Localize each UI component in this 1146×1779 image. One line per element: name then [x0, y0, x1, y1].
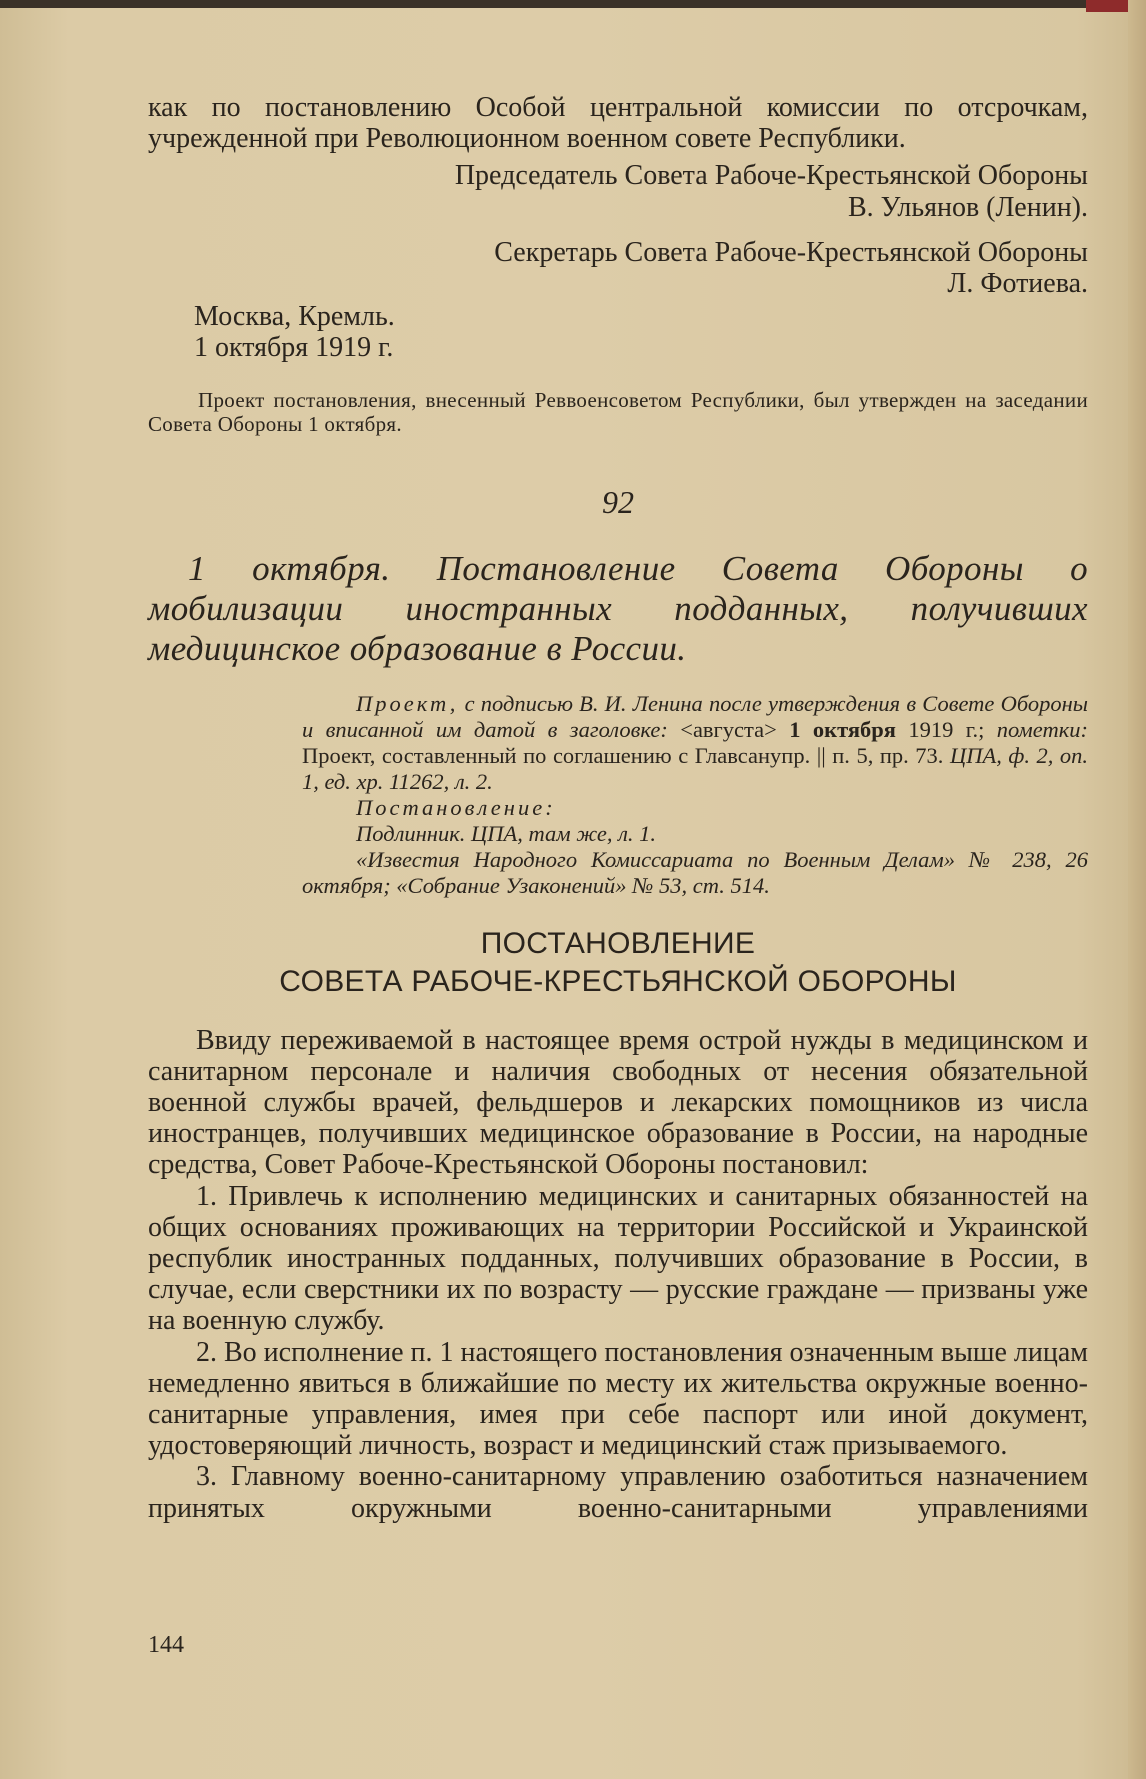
- paragraph-1: 1. Привлечь к исполнению медицинских и санитарных обязанностей на общих основаниях проживающих на территории Российской и Украинской республик иностранных подданных, получивших образование в России, в случае, если сверстники их по возрасту — русские граждане — призваны уже на военную службу.: [148, 1180, 1088, 1337]
- signature-block-chairman: [148, 160, 1088, 222]
- source-proekt: Проект,: [356, 690, 459, 716]
- paragraph-2: 2. Во исполнение п. 1 настоящего постановления означенным выше лицам немедленно явиться в ближайшие по месту их жительства окружные военно-санитарные управления, имея при себе паспорт или иной документ, удостоверяющий личность, возраст и медицинский стаж призываемого.: [148, 1336, 1088, 1462]
- source-august: <августа>: [680, 716, 777, 742]
- source-marks: Проект, составленный по соглашению с Главсанупр. || п. 5, пр. 73.: [302, 742, 950, 768]
- document-number: 92: [602, 483, 634, 520]
- document-title: 1 октября. Постановление Совета Обороны о мобилизации иностранных подданных, получивших медицинское образование в России.: [148, 548, 1088, 668]
- signature-title: Секретарь Совета Рабоче-Крестьянской Обороны: [494, 236, 1088, 268]
- signature-name: Л. Фотиева.: [947, 268, 1088, 300]
- signature-title: Председатель Совета Рабоче-Крестьянской Обороны: [454, 160, 1088, 192]
- source-marks-label: пометки:: [996, 716, 1088, 742]
- signature-name: В. Ульянов (Ленин).: [848, 191, 1088, 223]
- heading-line-1: ПОСТАНОВЛЕНИЕ: [480, 926, 756, 960]
- source-text: с подписью В. И. Ленина после утверждения в Совете Обороны и вписанной им датой в заголовке:: [302, 690, 1088, 742]
- source-publications: «Известия Народного Комиссариата по Военным Делам» № 238, 26 октября; «Собрание Узаконений» № 53, ст. 514.: [302, 846, 1088, 898]
- source-october: 1 октября: [776, 716, 896, 742]
- source-resolution-label: Постановление:: [356, 794, 556, 820]
- date: 1 октября 1919 г.: [194, 332, 394, 364]
- page-top-edge: [0, 0, 1146, 8]
- source-original: Подлинник. ЦПА, там же, л. 1.: [356, 820, 657, 846]
- page-number: 144: [148, 1632, 184, 1658]
- source-archive: ЦПА, ф. 2, оп. 1, ед. хр. 11262, л. 2.: [302, 742, 1088, 794]
- heading-line-2: СОВЕТА РАБОЧЕ-КРЕСТЬЯНСКОЙ ОБОРОНЫ: [279, 964, 957, 998]
- page-content: [148, 92, 1088, 1524]
- source-draft-line: [302, 691, 1088, 795]
- place: Москва, Кремль.: [194, 301, 395, 333]
- editorial-note: Проект постановления, внесенный Реввоенсоветом Республики, был утвержден на заседании Совета Обороны 1 октября.: [148, 387, 1088, 436]
- continued-text: как по постановлению Особой центральной комиссии по отсрочкам, учрежденной при Революционном военном совете Республики.: [148, 92, 1088, 155]
- paragraph-3: 3. Главному военно-санитарному управлению озаботиться назначением принятых окружными военно-санитарными управлениями: [148, 1461, 1088, 1524]
- source-note: [302, 691, 1088, 899]
- source-year: 1919 г.;: [895, 716, 997, 742]
- page-right-edge: [1128, 0, 1146, 1779]
- resolution-body: [148, 1025, 1088, 1524]
- resolution-heading: [148, 925, 1088, 1001]
- signature-block-secretary: [148, 237, 1088, 299]
- paragraph-preamble: Ввиду переживаемой в настоящее время острой нужды в медицинском и санитарном персонале и наличия свободных от несения обязательной военной службы врачей, фельдшеров и лекарских помощников из числа иностранцев, получивших медицинское образование в России, на народные средства, Совет Рабоче-Крестьянской Обороны постановил:: [148, 1024, 1088, 1181]
